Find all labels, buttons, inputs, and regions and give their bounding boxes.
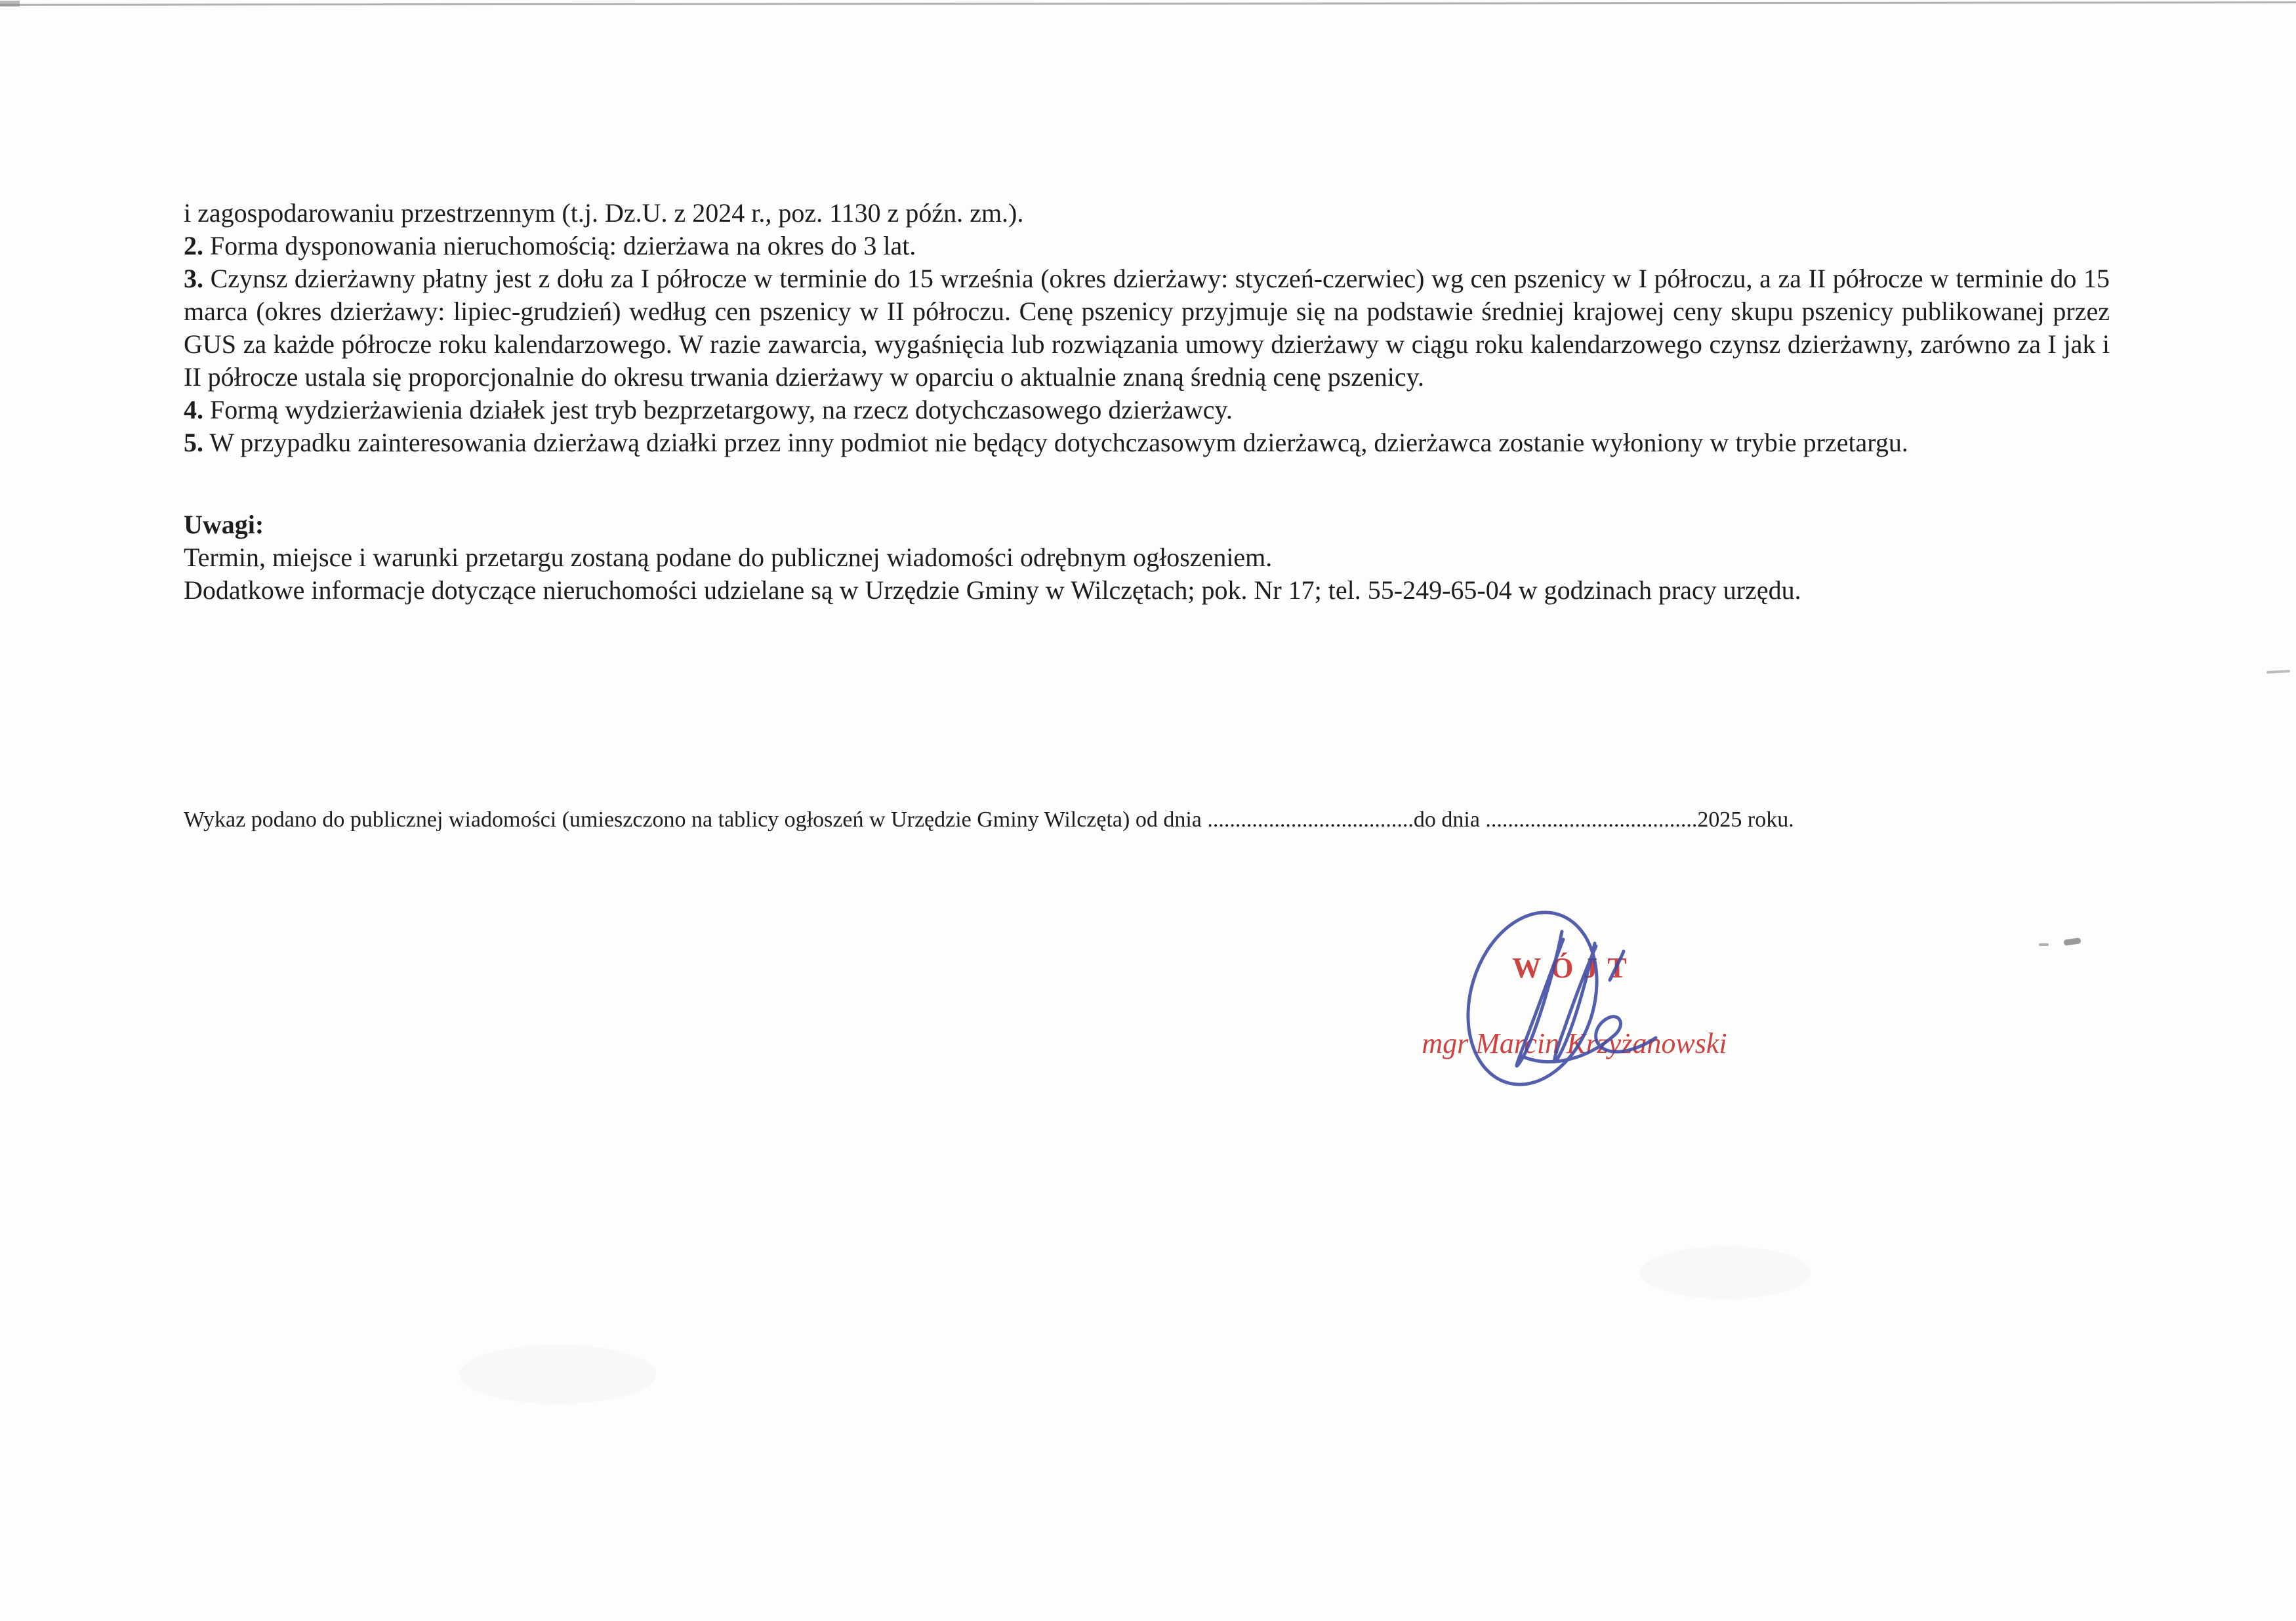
scan-artifact-mark [2064, 937, 2081, 946]
body-paragraph-5 [184, 426, 2110, 459]
body-paragraph-continuation [184, 197, 2110, 230]
body-paragraph-2 [184, 230, 2110, 262]
paragraph-text: W przypadku zainteresowania dzierżawą działki przez inny podmiot nie będący dotychczasowym dzierżawcą, dzierżawca zostanie wyłoniony w trybie przetargu. [203, 428, 1908, 457]
scan-smudge [1640, 1246, 1811, 1299]
item-number: 5. [184, 428, 203, 457]
paragraph-text: Formą wydzierżawienia działek jest tryb bezprzetargowy, na rzecz dotychczasowego dzierżawcy. [203, 395, 1233, 424]
scan-artifact-mark [2039, 943, 2049, 946]
publication-statement: Wykaz podano do publicznej wiadomości (umieszczono na tablicy ogłoszeń w Urzędzie Gminy Wilczęta) od dnia .....................................do dnia ......................................2025 roku. [184, 808, 1794, 832]
paragraph-text: i zagospodarowaniu przestrzennym (t.j. Dz.U. z 2024 r., poz. 1130 z późn. zm.). [184, 198, 1024, 228]
paragraph-text: Forma dysponowania nieruchomością: dzierżawa na okres do 3 lat. [203, 231, 916, 260]
document-body [184, 197, 2110, 607]
scan-artifact-dash [2266, 670, 2290, 674]
scan-edge-corner [0, 1, 20, 7]
item-number: 2. [184, 231, 203, 260]
paragraph-text: Czynsz dzierżawny płatny jest z dołu za I półrocze w terminie do 15 września (okres dzierżawy: styczeń-czerwiec) wg cen pszenicy w I półroczu, a za II półrocze w terminie do 15 marca (okres dzierżawy: lipiec-grudzień) według cen pszenicy w II półroczu. Cenę pszenicy przyjmuje się na podstawie średniej krajowej ceny skupu pszenicy publikowanej przez GUS za każde półrocze roku kalendarzowego. W razie zawarcia, wygaśnięcia lub rozwiązania umowy dzierżawy w ciągu roku kalendarzowego czynsz dzierżawny, zarówno za I jak i II półrocze ustala się proporcjonalnie do okresu trwania dzierżawy w oparciu o aktualnie znaną średnią cenę pszenicy. [184, 264, 2110, 392]
notes-line-2: Dodatkowe informacje dotyczące nieruchomości udzielane są w Urzędzie Gminy w Wilczętach; pok. Nr 17; tel. 55-249-65-04 w godzinach pracy urzędu. [184, 575, 1801, 605]
scan-edge-line [0, 1, 2296, 6]
scan-smudge [459, 1345, 656, 1404]
notes-line-1: Termin, miejsce i warunki przetargu zostaną podane do publicznej wiadomości odrębnym ogłoszeniem. [184, 543, 1273, 572]
notes-heading: Uwagi: [184, 510, 264, 539]
item-number: 3. [184, 264, 203, 293]
stamp-title-wojt: WÓJT [1512, 952, 1637, 984]
handwritten-signature-pen [1422, 900, 1682, 1099]
stamp-name: mgr Marcin Krzyżanowski [1422, 1027, 1727, 1059]
body-paragraph-4 [184, 394, 2110, 426]
body-paragraph-3 [184, 262, 2110, 394]
item-number: 4. [184, 395, 203, 424]
